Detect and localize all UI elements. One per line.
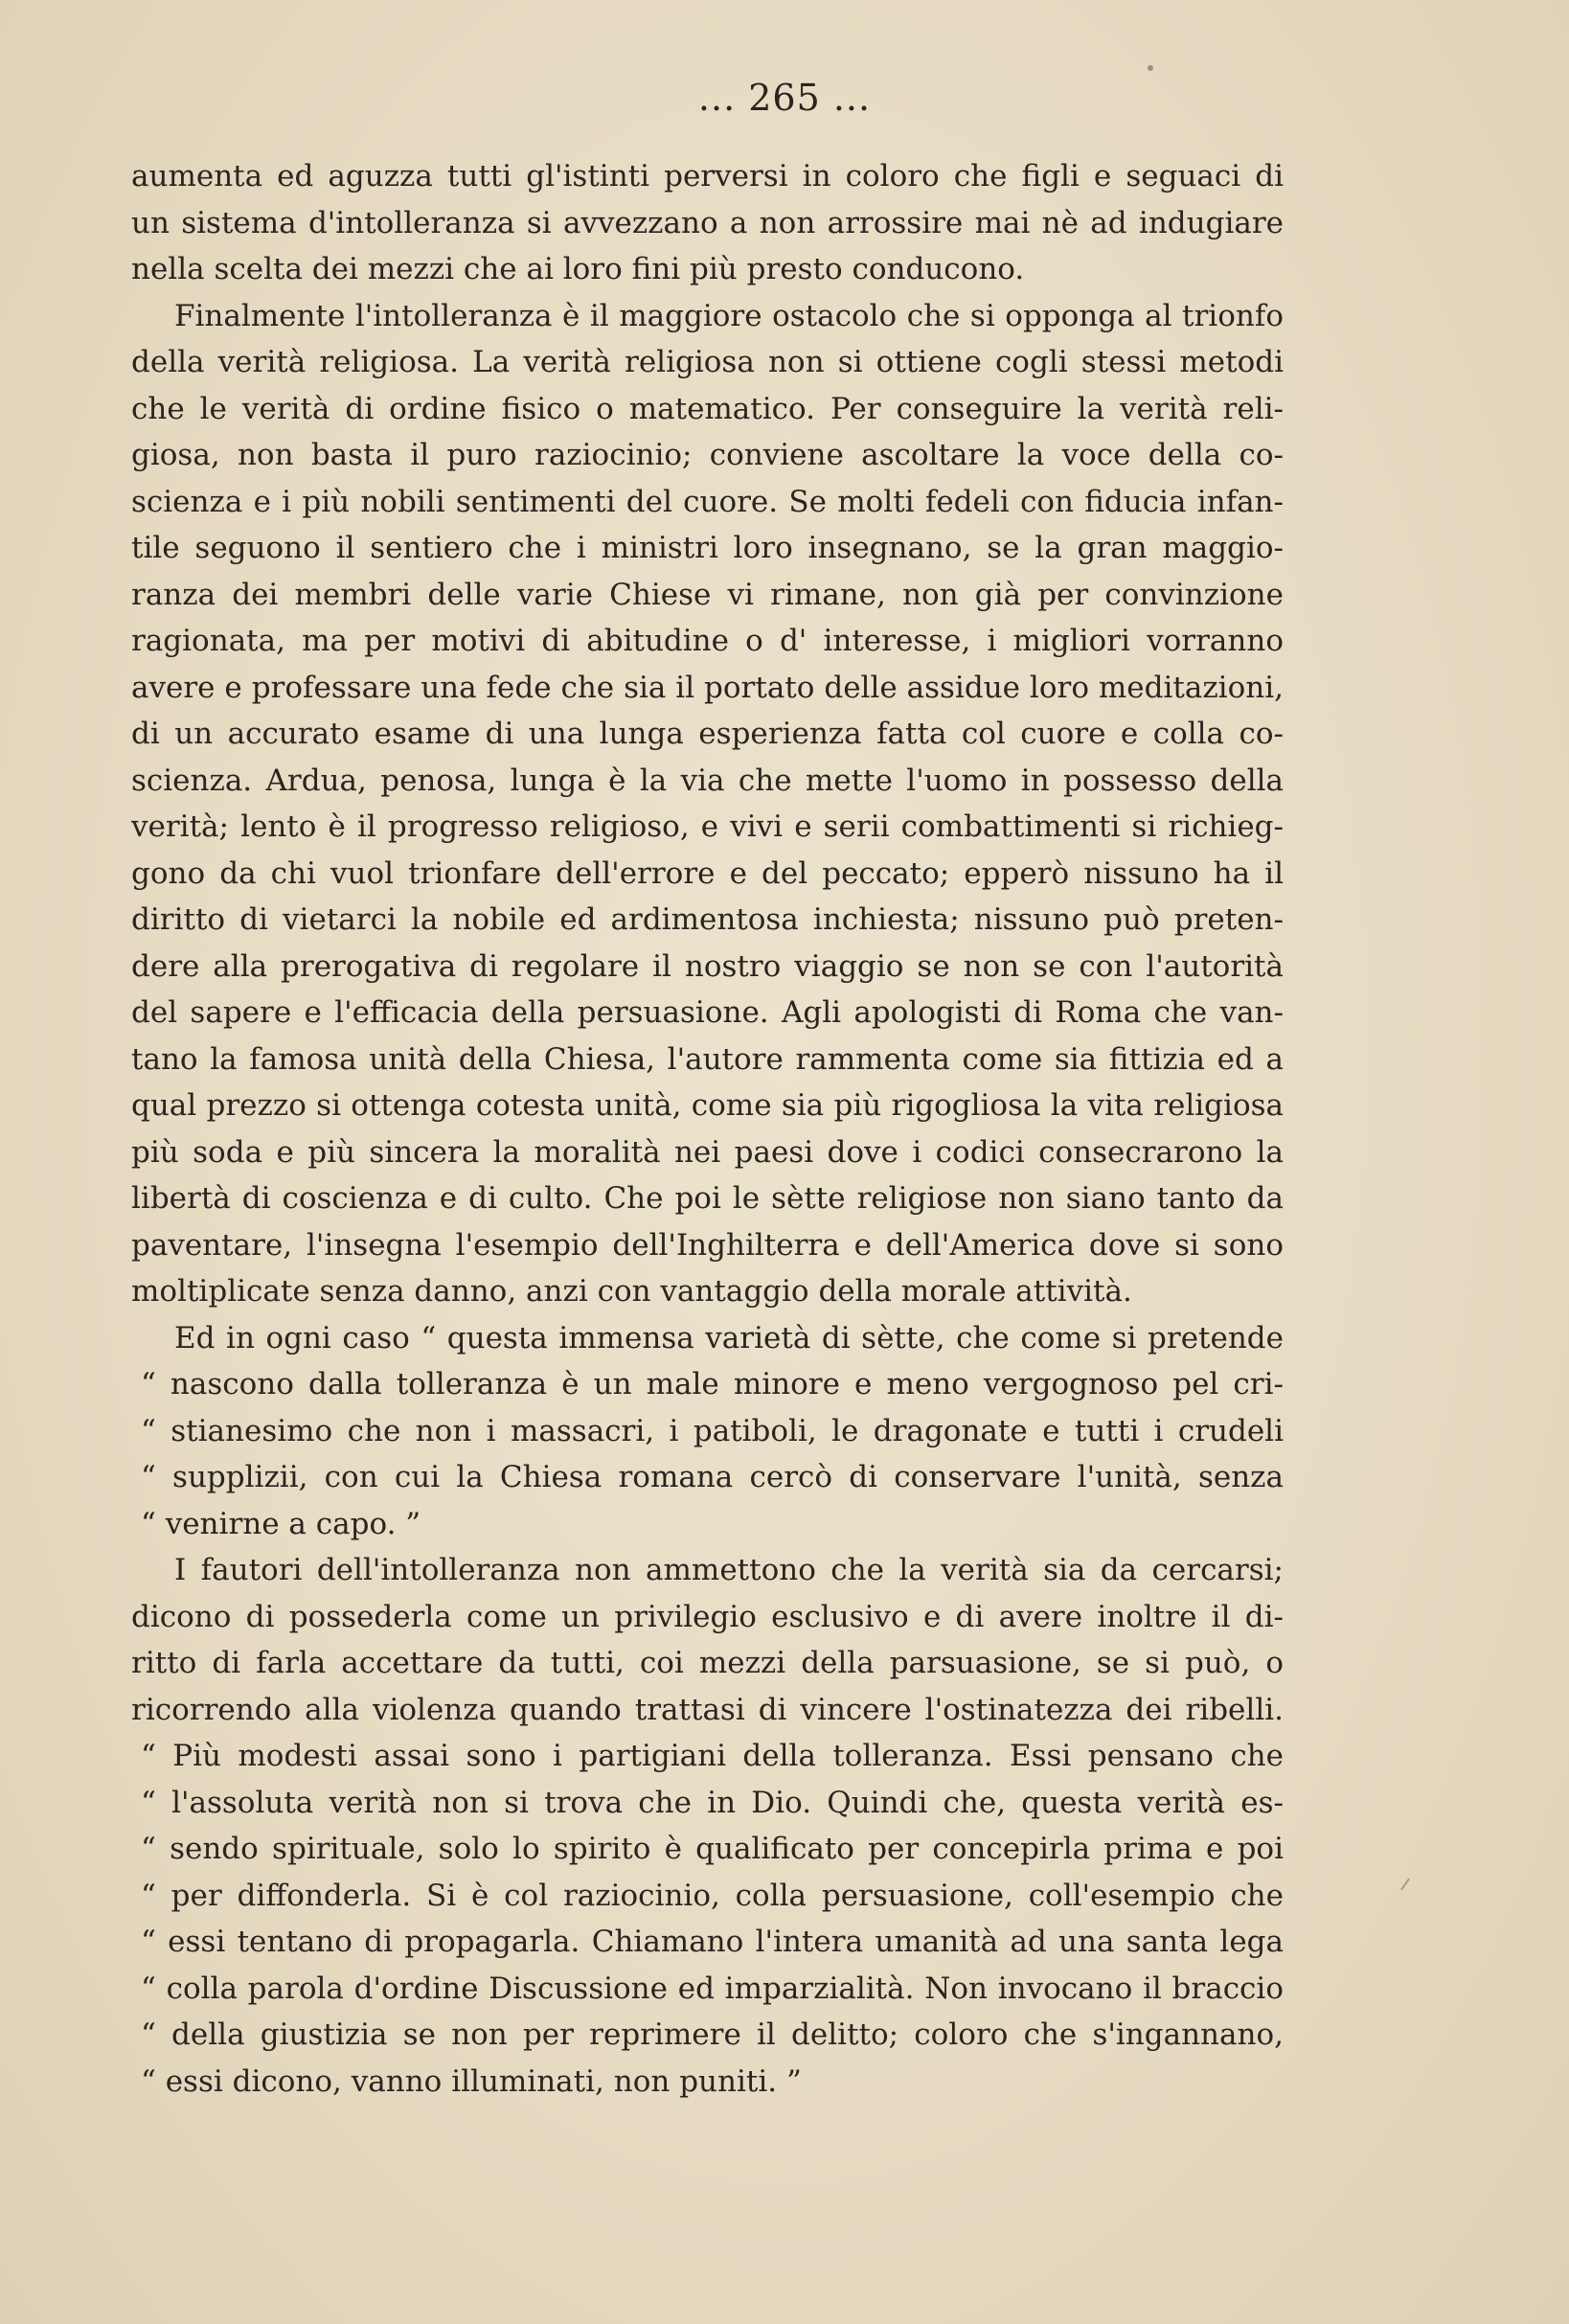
text-line: della verità religiosa. La verità religiosa non si ottiene cogli stessi metodi xyxy=(131,345,1284,379)
text-line: ranza dei membri delle varie Chiese vi rimane, non già per convinzione xyxy=(131,577,1284,612)
text-line: “ sendo spirituale, solo lo spirito è qualificato per concepirla prima e poi xyxy=(141,1832,1284,1866)
text-line: “ Più modesti assai sono i partigiani della tolleranza. Essi pensano che xyxy=(141,1739,1284,1773)
page-number: ... 265 ... xyxy=(697,77,872,119)
text-line: paventare, l'insegna l'esempio dell'Inghilterra e dell'America dove si sono xyxy=(131,1227,1284,1263)
text-line: qual prezzo si ottenga cotesta unità, come sia più rigogliosa la vita religiosa xyxy=(131,1088,1284,1123)
text-line: moltiplicate senza danno, anzi con vantaggio della morale attività. xyxy=(131,1274,1132,1309)
text-line: scienza. Ardua, penosa, lunga è la via che mette l'uomo in possesso della xyxy=(131,763,1284,798)
text-line: avere e professare una fede che sia il portato delle assidue loro meditazioni, xyxy=(131,670,1284,705)
text-line: tile seguono il sentiero che i ministri loro insegnano, se la gran maggio- xyxy=(131,531,1284,565)
text-line: un sistema d'intolleranza si avvezzano a non arrossire mai nè ad indugiare xyxy=(131,205,1284,240)
text-line: “ l'assoluta verità non si trova che in Dio. Quindi che, questa verità es- xyxy=(141,1785,1284,1820)
text-line: “ per diffonderla. Si è col raziocinio, colla persuasione, coll'esempio che xyxy=(141,1878,1284,1913)
text-line: “ colla parola d'ordine Discussione ed imparzialità. Non invocano il braccio xyxy=(141,1971,1284,2006)
text-line: diritto di vietarci la nobile ed ardimentosa inchiesta; nissuno può preten- xyxy=(131,902,1284,937)
text-line: “ nascono dalla tolleranza è un male minore e meno vergognoso pel cri- xyxy=(141,1367,1284,1401)
body-text xyxy=(131,153,1284,2105)
text-line: dicono di possederla come un privilegio esclusivo e di avere inoltre il di- xyxy=(131,1599,1284,1634)
text-line: “ della giustizia se non per reprimere il delitto; coloro che s'ingannano, xyxy=(141,2017,1284,2052)
text-line: di un accurato esame di una lunga esperienza fatta col cuore e colla co- xyxy=(131,717,1284,751)
text-line: “ essi dicono, vanno illuminati, non puniti. ” xyxy=(141,2063,802,2099)
text-line: verità; lento è il progresso religioso, e vivi e serii combattimenti si richieg- xyxy=(131,809,1284,844)
text-line: “ venirne a capo. ” xyxy=(141,1506,421,1541)
text-line: nella scelta dei mezzi che ai loro fini più presto conducono. xyxy=(131,252,1025,286)
text-line: del sapere e l'efficacia della persuasione. Agli apologisti di Roma che van- xyxy=(131,995,1284,1030)
paper-speck xyxy=(1148,65,1153,71)
text-line: tano la famosa unità della Chiesa, l'autore rammenta come sia fittizia ed a xyxy=(131,1041,1284,1077)
text-line: “ supplizii, con cui la Chiesa romana cercò di conservare l'unità, senza xyxy=(141,1460,1284,1494)
text-line: libertà di coscienza e di culto. Che poi le sètte religiose non siano tanto da xyxy=(131,1181,1284,1216)
text-line: I fautori dell'intolleranza non ammettono che la verità sia da cercarsi; xyxy=(174,1553,1284,1587)
paper-mark xyxy=(1400,1879,1410,1891)
text-line: Ed in ogni caso “ questa immensa varietà di sètte, che come si pretende xyxy=(174,1320,1284,1356)
text-line: che le verità di ordine fisico o matematico. Per conseguire la verità reli- xyxy=(131,391,1284,426)
text-line: Finalmente l'intolleranza è il maggiore ostacolo che si opponga al trionfo xyxy=(174,298,1284,333)
text-line: più soda e più sincera la moralità nei paesi dove i codici consecrarono la xyxy=(131,1134,1284,1170)
text-line: aumenta ed aguzza tutti gl'istinti perversi in coloro che figli e seguaci di xyxy=(131,159,1284,194)
text-line: gono da chi vuol trionfare dell'errore e del peccato; epperò nissuno ha il xyxy=(131,855,1284,891)
text-line: ritto di farla accettare da tutti, coi mezzi della parsuasione, se si può, o xyxy=(131,1646,1284,1680)
text-line: “ stianesimo che non i massacri, i patiboli, le dragonate e tutti i crudeli xyxy=(141,1413,1284,1448)
text-line: scienza e i più nobili sentimenti del cuore. Se molti fedeli con fiducia infan- xyxy=(131,484,1284,519)
text-line: dere alla prerogativa di regolare il nostro viaggio se non se con l'autorità xyxy=(131,948,1284,984)
text-line: ragionata, ma per motivi di abitudine o d' interesse, i migliori vorranno xyxy=(131,624,1284,658)
text-line: ricorrendo alla violenza quando trattasi di vincere l'ostinatezza dei ribelli. xyxy=(131,1692,1284,1727)
text-line: giosa, non basta il puro raziocinio; conviene ascoltare la voce della co- xyxy=(131,438,1284,472)
text-line: “ essi tentano di propagarla. Chiamano l'intera umanità ad una santa lega xyxy=(141,1925,1284,1959)
